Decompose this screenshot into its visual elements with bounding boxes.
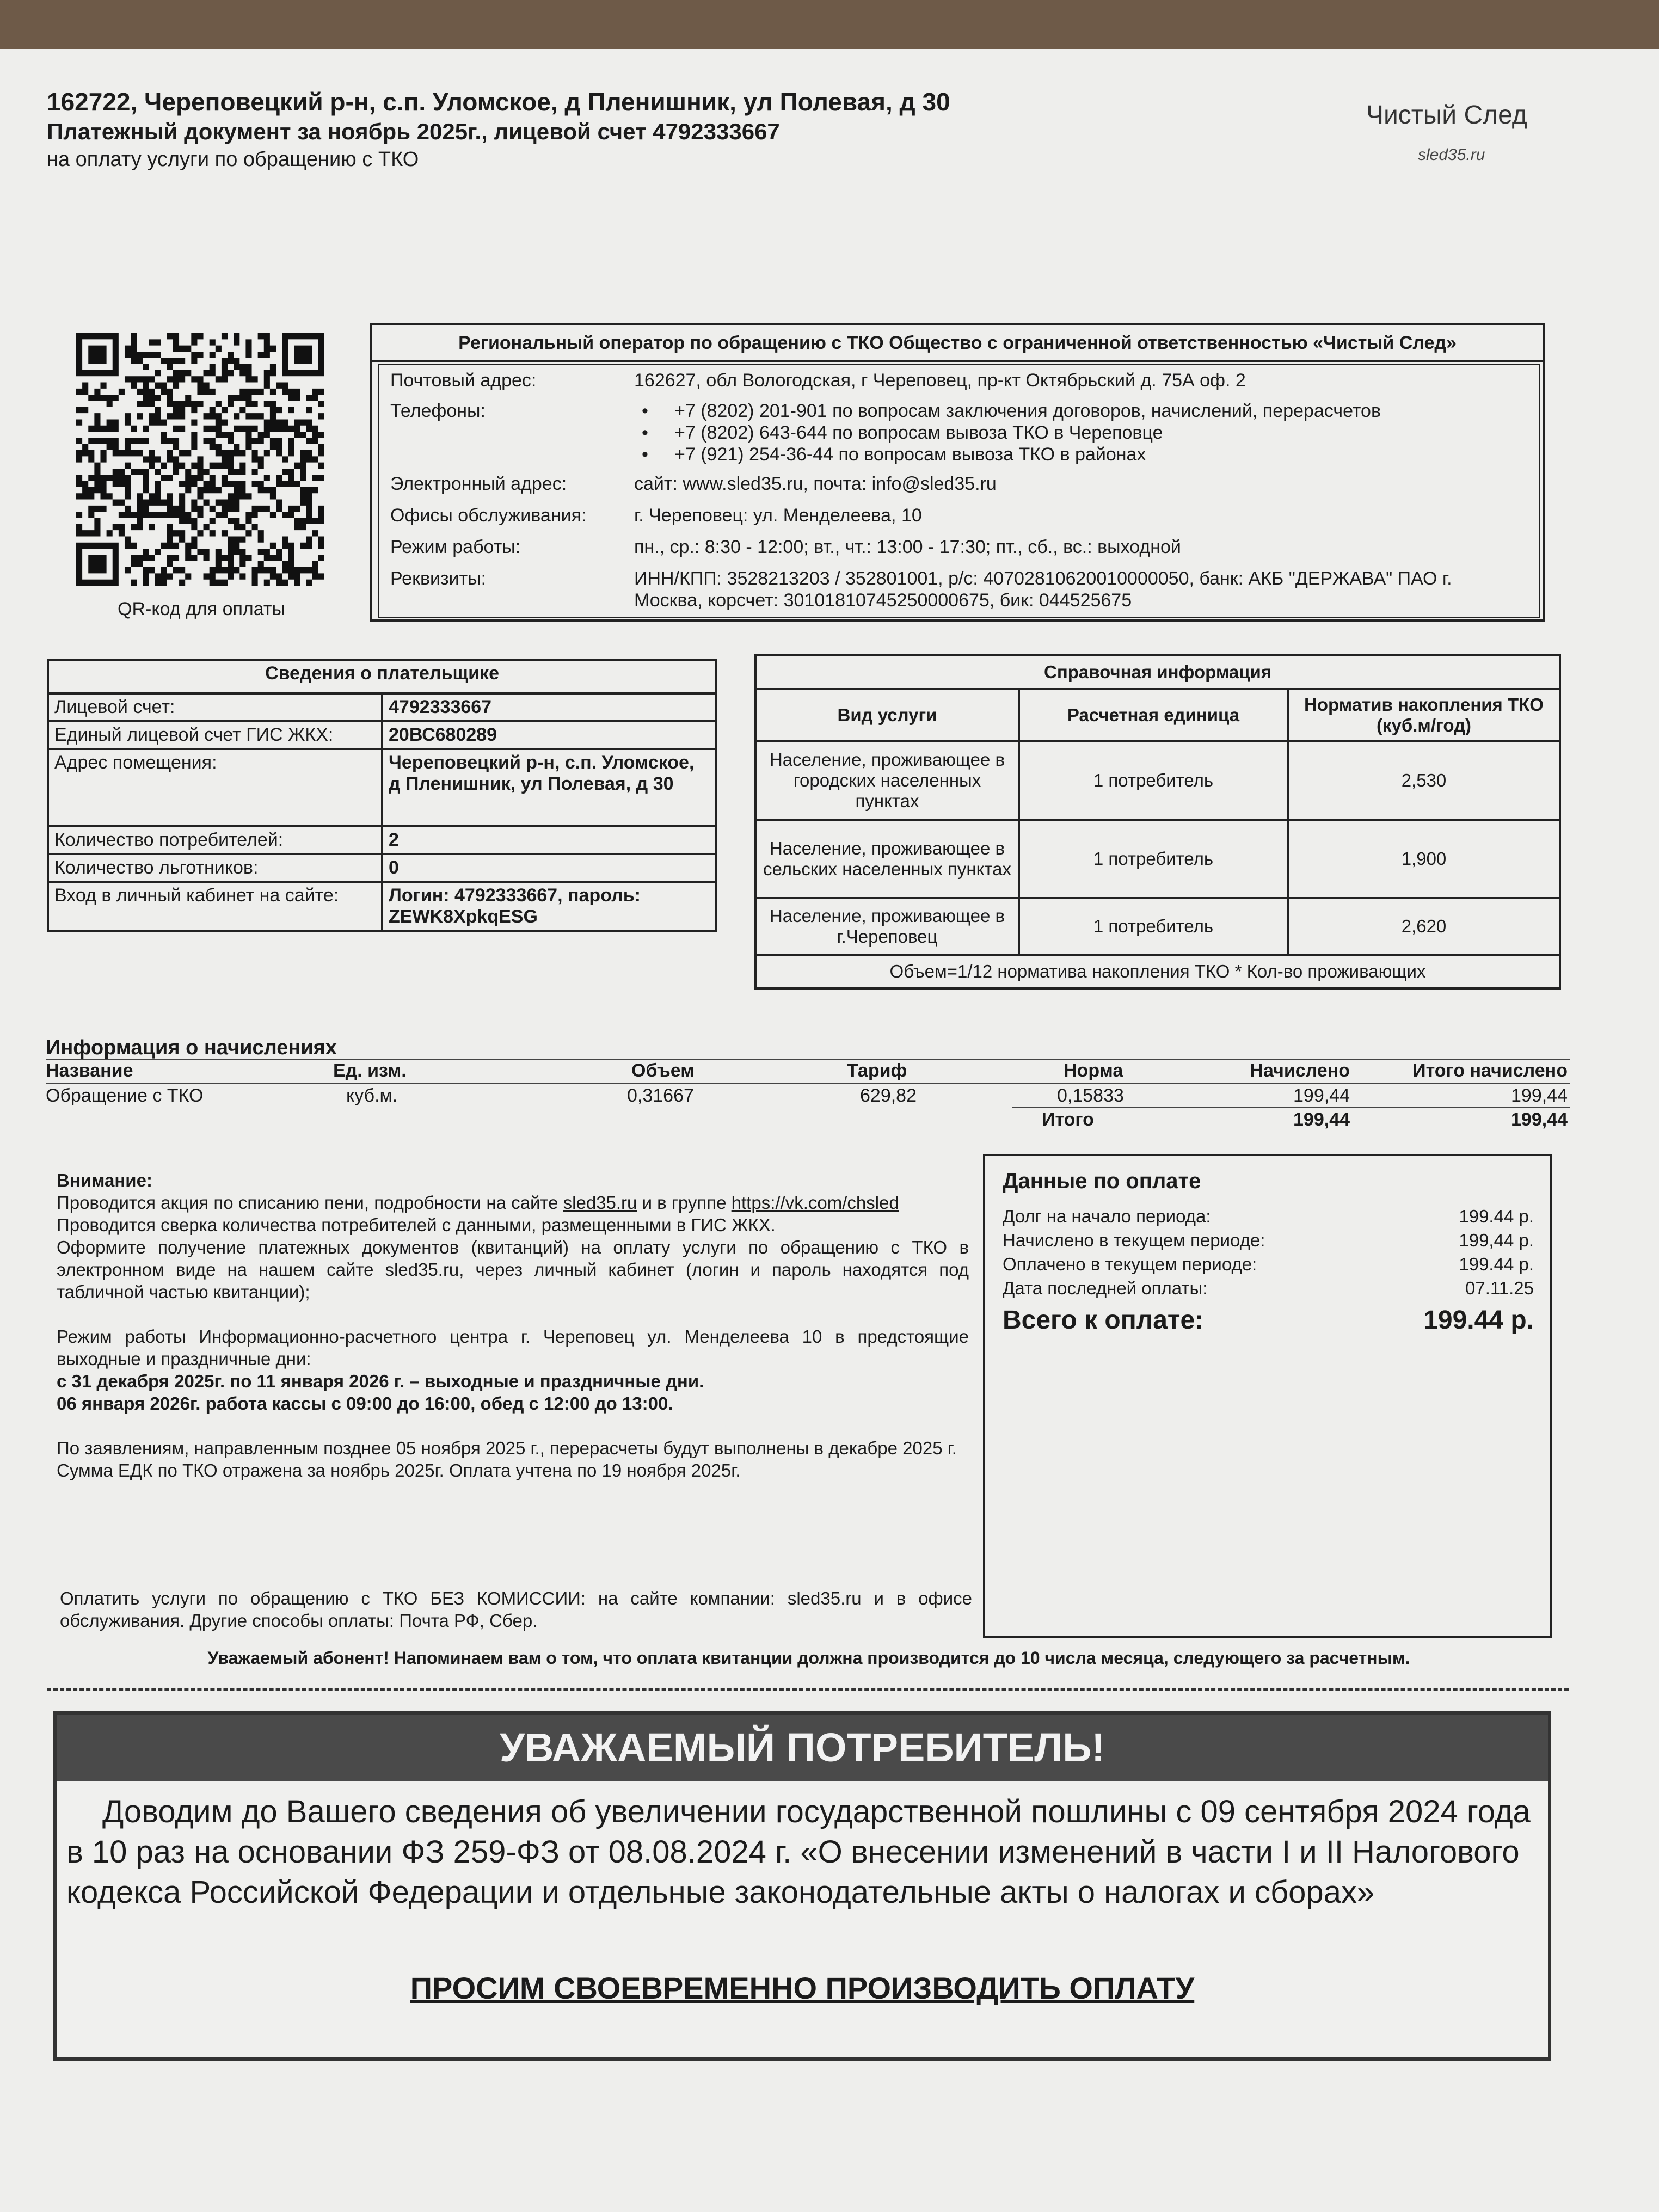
reference-service: Население, проживающее в городских населенных пунктах xyxy=(755,741,1019,820)
payment-methods-note: Оплатить услуги по обращению с ТКО БЕЗ КОМИССИИ: на сайте компании: sled35.ru и в офисе обслуживания. Другие способы оплаты: Почта РФ, Сбер. xyxy=(60,1588,972,1631)
charges-total-label: Итого xyxy=(1042,1109,1094,1130)
payment-label: Долг на начало периода: xyxy=(1003,1206,1211,1226)
notice-paragraph: Режим работы Информационно-расчетного центра г. Череповец ул. Менделеева 10 в предстоящие выходные и праздничные дни: xyxy=(57,1326,969,1369)
postal-value: 162627, обл Вологодская, г Череповец, пр-кт Октябрьский д. 75А оф. 2 xyxy=(634,370,1246,391)
payer-value: 4792333667 xyxy=(382,693,716,721)
payer-title: Сведения о плательщике xyxy=(48,660,716,693)
total-due-value: 199.44 р. xyxy=(1423,1306,1534,1335)
payer-label: Вход в личный кабинет на сайте: xyxy=(48,882,382,931)
cut-line xyxy=(47,1688,1569,1691)
payment-deadline-reminder: Уважаемый абонент! Напоминаем вам о том, что оплата квитанции должна производится до 10 числа месяца, следующего за расчетным. xyxy=(207,1648,1410,1668)
reference-norm: 2,530 xyxy=(1288,741,1560,820)
payment-value: 07.11.25 xyxy=(1465,1278,1534,1298)
table-row xyxy=(48,721,716,749)
notice-block xyxy=(57,1169,969,1482)
qr-caption: QR-код для оплаты xyxy=(118,599,285,619)
reference-header: Вид услуги xyxy=(755,689,1019,741)
payment-row xyxy=(1003,1254,1534,1275)
reference-unit: 1 потребитель xyxy=(1019,820,1288,898)
operator-info-block xyxy=(370,323,1545,622)
reference-header: Расчетная единица xyxy=(1019,689,1288,741)
phones-label: Телефоны: xyxy=(390,401,486,421)
charges-cell: куб.м. xyxy=(346,1085,398,1106)
payment-title: Данные по оплате xyxy=(1003,1169,1201,1193)
notice-cashdesk: 06 января 2026г. работа кассы с 09:00 до 16:00, обед с 12:00 до 13:00. xyxy=(57,1393,673,1414)
payment-label: Начислено в текущем периоде: xyxy=(1003,1230,1265,1250)
bullet-icon: • xyxy=(642,401,648,421)
header-document-title: Платежный документ за ноябрь 2025г., лицевой счет 4792333667 xyxy=(47,119,780,144)
notice-paragraph: Проводится сверка количества потребителей с данными, размещенными в ГИС ЖКХ. xyxy=(57,1215,776,1235)
charges-grand-total: 199,44 xyxy=(1511,1109,1568,1130)
reference-service: Население, проживающее в сельских населенных пунктах xyxy=(755,820,1019,898)
total-due-label: Всего к оплате: xyxy=(1003,1306,1204,1335)
reference-norm: 2,620 xyxy=(1288,898,1560,955)
charges-header: Норма xyxy=(1064,1060,1123,1081)
notice-holiday: с 31 декабря 2025г. по 11 января 2026 г. – выходные и праздничные дни. xyxy=(57,1371,704,1391)
payment-row xyxy=(1003,1206,1534,1227)
charges-title: Информация о начислениях xyxy=(46,1036,337,1059)
notice-paragraph: Оформите получение платежных документов (квитанций) на оплату услуги по обращению с ТКО в электронном виде на нашем сайте sled35.ru, через личный кабинет (логин и пароль находятся под табличной частью квитанции); xyxy=(57,1237,969,1302)
operator-title: Региональный оператор по обращению с ТКО Общество с ограниченной ответственностью «Чистый След» xyxy=(372,325,1543,362)
divider xyxy=(46,1083,1570,1084)
vk-link[interactable]: https://vk.com/chsled xyxy=(731,1193,899,1213)
payment-value: 199.44 р. xyxy=(1459,1254,1534,1274)
table-row xyxy=(755,741,1560,820)
payment-label: Дата последней оплаты: xyxy=(1003,1278,1208,1298)
charges-header: Объем xyxy=(631,1060,695,1081)
payer-value: 2 xyxy=(382,826,716,854)
charges-cell: 629,82 xyxy=(860,1085,917,1106)
payer-label: Количество потребителей: xyxy=(48,826,382,854)
header-address: 162722, Череповецкий р-н, с.п. Уломское, д Пленишник, ул Полевая, д 30 xyxy=(47,88,950,116)
payer-label: Адрес помещения: xyxy=(48,749,382,826)
phones-row xyxy=(390,400,1533,465)
table-row xyxy=(48,854,716,882)
divider xyxy=(1012,1107,1570,1108)
notice-paragraph: По заявлениям, направленным позднее 05 ноября 2025 г., перерасчеты будут выполнены в декабре 2025 г. xyxy=(57,1438,957,1458)
table-row xyxy=(48,826,716,854)
table-row xyxy=(755,820,1560,898)
charges-header: Начислено xyxy=(1250,1060,1350,1081)
charges-cell: Обращение с ТКО xyxy=(46,1085,204,1106)
announcement-banner xyxy=(53,1711,1551,2061)
reference-title: Справочная информация xyxy=(755,655,1560,689)
requisites-label: Реквизиты: xyxy=(390,568,487,589)
payer-label: Единый лицевой счет ГИС ЖКХ: xyxy=(48,721,382,749)
email-value[interactable]: сайт: www.sled35.ru, почта: info@sled35.ru xyxy=(634,474,997,494)
requisites-line2: Москва, корсчет: 30101810745250000675, бик: 044525675 xyxy=(634,590,1132,611)
banner-body: Доводим до Вашего сведения об увеличении государственной пошлины с 09 сентября 2024 года в 10 раз на основании ФЗ 259-ФЗ от 08.08.2024 г. «О внесении изменений в части I и II Налогового кодекса Российской Федерации и отдельные законодательные акты о налогах и сборах» xyxy=(66,1794,1531,1910)
qr-code-icon xyxy=(76,333,324,586)
charges-cell: 0,15833 xyxy=(1057,1085,1124,1106)
charges-header: Название xyxy=(46,1060,133,1081)
payer-value: Череповецкий р-н, с.п. Уломское, д Пленишник, ул Полевая, д 30 xyxy=(382,749,716,826)
logo-text: Чистый След xyxy=(1366,101,1527,130)
charges-header: Тариф xyxy=(847,1060,907,1081)
offices-label: Офисы обслуживания: xyxy=(390,505,587,526)
requisites-line1: ИНН/КПП: 3528213203 / 352801001, р/с: 40702810620010000050, банк: АКБ "ДЕРЖАВА" ПАО г. xyxy=(634,568,1452,589)
table-row xyxy=(48,749,716,826)
notice-paragraph: Сумма ЕДК по ТКО отражена за ноябрь 2025г. Оплата учтена по 19 ноября 2025г. xyxy=(57,1460,741,1480)
payment-value: 199.44 р. xyxy=(1459,1206,1534,1226)
hours-label: Режим работы: xyxy=(390,537,521,557)
payer-label: Лицевой счет: xyxy=(48,693,382,721)
charges-cell: 0,31667 xyxy=(627,1085,694,1106)
phones-list: • +7 (8202) 201-901 по вопросам заключения договоров, начислений, перерасчетов • +7 (8202) 643-644 по вопросам вывоза ТКО в Череповце • +7 (921) 254-36-44 по вопросам вывоза ТКО в районах xyxy=(634,400,1527,465)
payment-row xyxy=(1003,1230,1534,1251)
banner-heading: УВАЖАЕМЫЙ ПОТРЕБИТЕЛЬ! xyxy=(57,1715,1548,1781)
header-subtitle: на оплату услуги по обращению с ТКО xyxy=(47,148,419,171)
banner-call-to-action: ПРОСИМ СВОЕВРЕМЕННО ПРОИЗВОДИТЬ ОПЛАТУ xyxy=(410,1971,1195,2005)
payment-row xyxy=(1003,1278,1534,1299)
payer-value: 0 xyxy=(382,854,716,882)
login-credentials: Логин: 4792333667, пароль: ZEWK8XpkqESG xyxy=(382,882,716,931)
charges-header: Итого начислено xyxy=(1412,1060,1568,1081)
reference-header: Норматив накопления ТКО (куб.м/год) xyxy=(1288,689,1560,741)
table-row xyxy=(48,882,716,931)
email-label: Электронный адрес: xyxy=(390,474,567,494)
payer-info-table xyxy=(47,659,717,932)
notice-title: Внимание: xyxy=(57,1170,152,1190)
payment-value: 199,44 р. xyxy=(1459,1230,1534,1250)
total-due-row xyxy=(1003,1305,1534,1335)
charges-cell: 199,44 xyxy=(1293,1085,1350,1106)
charges-header: Ед. изм. xyxy=(333,1060,407,1081)
charges-cell: 199,44 xyxy=(1511,1085,1568,1106)
operator-details xyxy=(378,364,1540,618)
reference-unit: 1 потребитель xyxy=(1019,898,1288,955)
postal-label: Почтовый адрес: xyxy=(390,370,537,391)
bullet-icon: • xyxy=(642,422,648,443)
offices-value: г. Череповец: ул. Менделеева, 10 xyxy=(634,505,922,526)
reference-footer: Объем=1/12 норматива накопления ТКО * Кол-во проживающих xyxy=(755,955,1560,988)
bullet-icon: • xyxy=(642,444,648,465)
company-logo xyxy=(1366,100,1527,130)
notice-paragraph: Проводится акция по списанию пени, подробности на сайте sled35.ru и в группе https://vk.com/chsled xyxy=(57,1193,899,1213)
reference-info-table xyxy=(754,654,1561,990)
reference-norm: 1,900 xyxy=(1288,820,1560,898)
reference-unit: 1 потребитель xyxy=(1019,741,1288,820)
charges-total: 199,44 xyxy=(1293,1109,1350,1130)
payer-value: 20ВС680289 xyxy=(382,721,716,749)
hours-value: пн., ср.: 8:30 - 12:00; вт., чт.: 13:00 - 17:30; пт., сб., вс.: выходной xyxy=(634,537,1181,557)
payment-data-box xyxy=(983,1154,1552,1638)
site-link[interactable]: sled35.ru xyxy=(563,1193,637,1213)
table-row xyxy=(755,898,1560,955)
table-row xyxy=(48,693,716,721)
logo-site: sled35.ru xyxy=(1418,146,1485,164)
reference-service: Население, проживающее в г.Череповец xyxy=(755,898,1019,955)
payer-label: Количество льготников: xyxy=(48,854,382,882)
payment-label: Оплачено в текущем периоде: xyxy=(1003,1254,1257,1274)
